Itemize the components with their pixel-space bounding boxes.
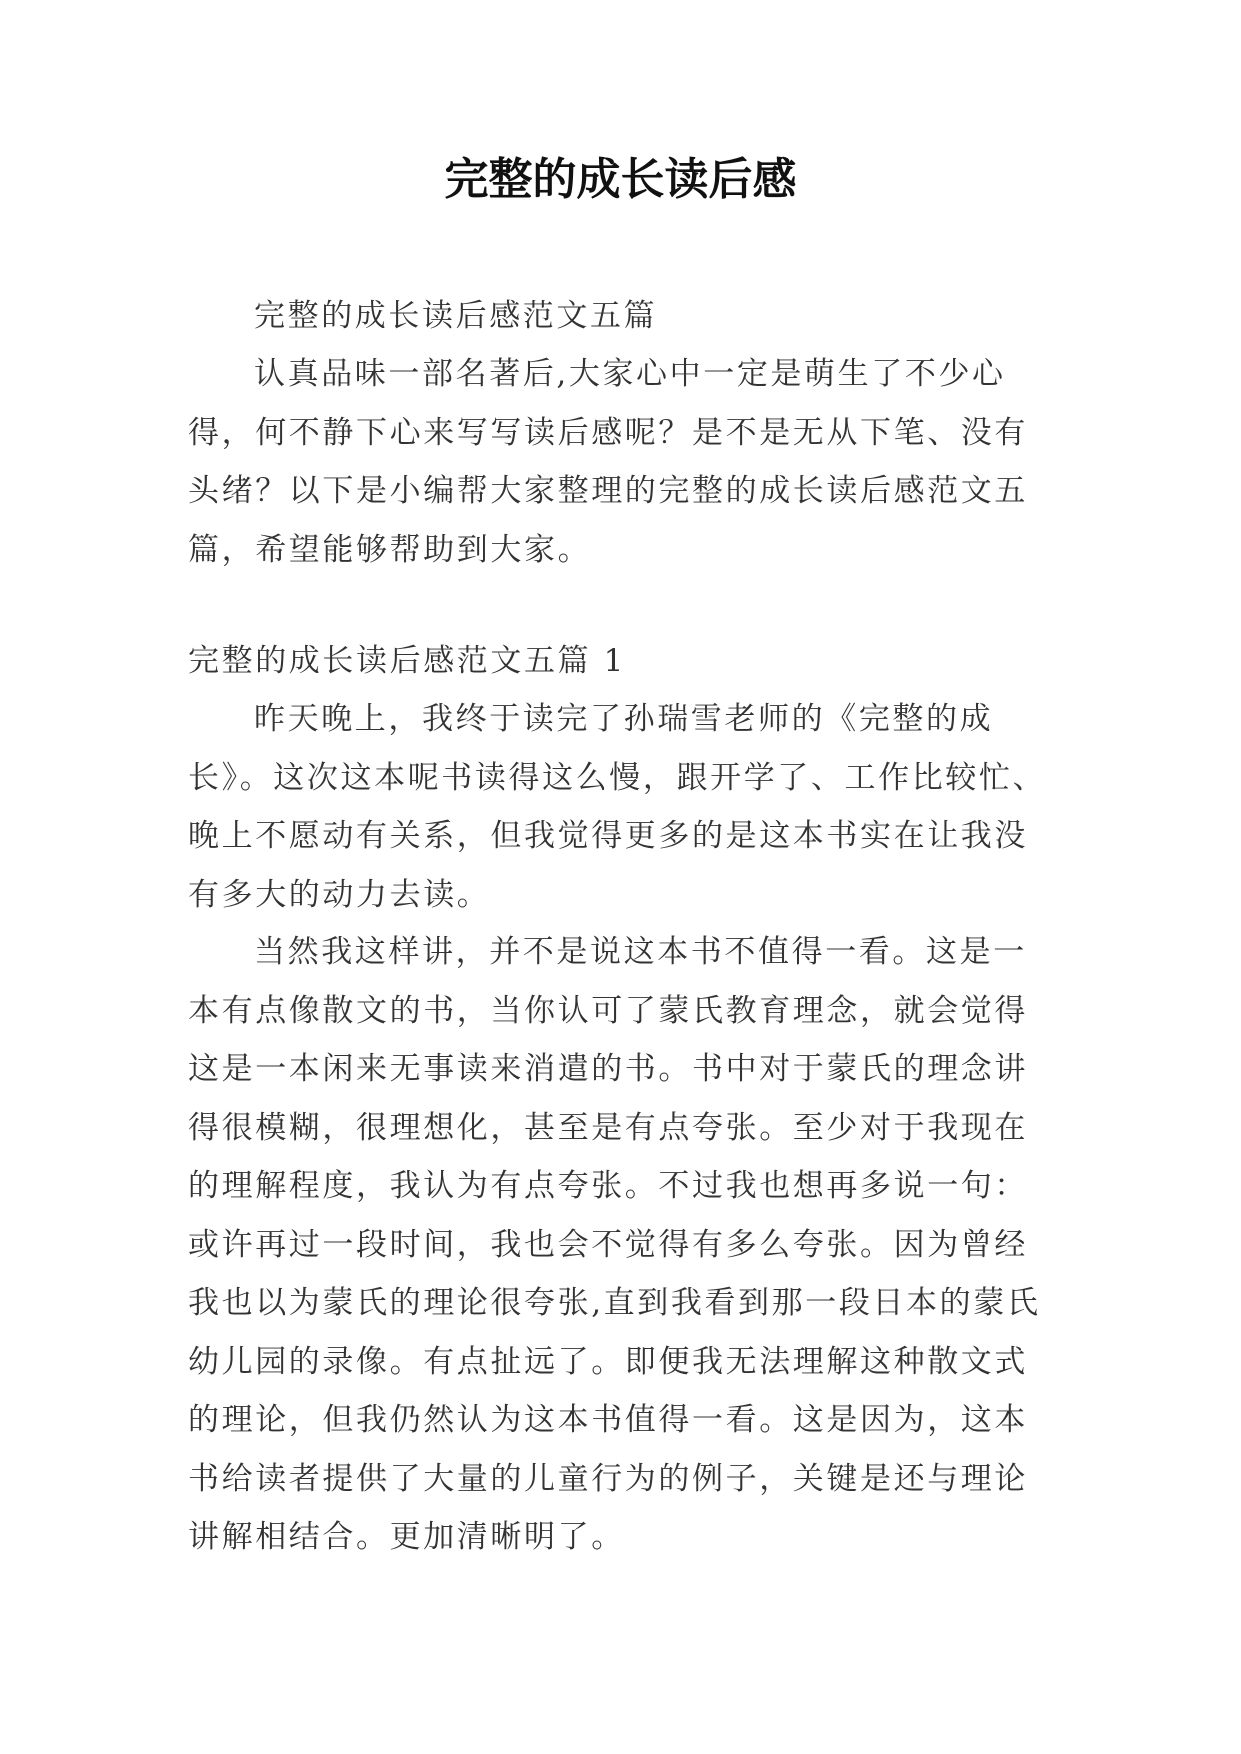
body-paragraph-1: 昨天晚上，我终于读完了孙瑞雪老师的《完整的成长》。这次这本呢书读得这么慢，跟开学了、工作比较忙、晚上不愿动有关系，但我觉得更多的是这本书实在让我没有多大的动力去读。	[188, 701, 1047, 913]
document-title: 完整的成长读后感	[444, 154, 797, 205]
document-subtitle: 完整的成长读后感范文五篇	[254, 298, 658, 334]
subtitle-block	[188, 287, 1058, 346]
intro-block	[188, 345, 1058, 579]
section-heading: 完整的成长读后感范文五篇 1	[188, 643, 626, 679]
paragraph-1-block	[188, 690, 1058, 924]
intro-paragraph: 认真品味一部名著后,大家心中一定是萌生了不少心得，何不静下心来写写读后感呢？是不是无从下笔、没有头绪？以下是小编帮大家整理的完整的成长读后感范文五篇，希望能够帮助到大家。	[188, 356, 1028, 568]
paragraph-2-block	[188, 923, 1058, 1567]
body-paragraph-2: 当然我这样讲，并不是说这本书不值得一看。这是一本有点像散文的书，当你认可了蒙氏教育理念，就会觉得这是一本闲来无事读来消遣的书。书中对于蒙氏的理念讲得很模糊，很理想化，甚至是有点夸张。至少对于我现在的理解程度，我认为有点夸张。不过我也想再多说一句：或许再过一段时间，我也会不觉得有多么夸张。因为曾经我也以为蒙氏的理论很夸张,直到我看到那一段日本的蒙氏幼儿园的录像。有点扯远了。即便我无法理解这种散文式的理论，但我仍然认为这本书值得一看。这是因为，这本书给读者提供了大量的儿童行为的例子，关键是还与理论讲解相结合。更加清晰明了。	[188, 934, 1041, 1555]
section-heading-block	[188, 632, 1058, 691]
